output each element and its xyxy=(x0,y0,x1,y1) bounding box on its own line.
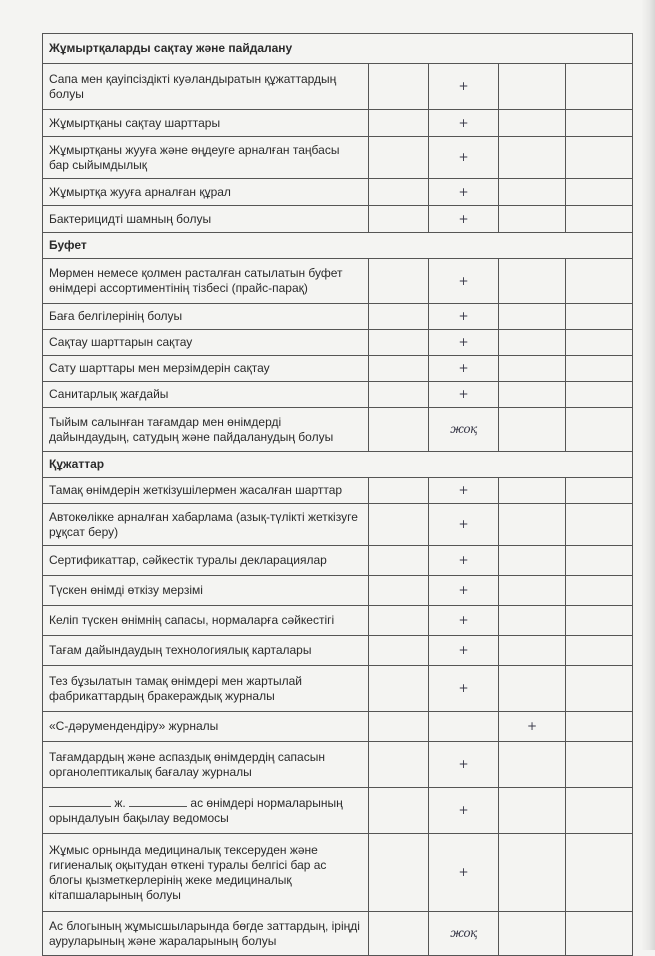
criterion-label: Мөрмен немесе қолмен расталған сатылатын буфет өнімдері ассортиментінің тізбесі (прайс-парақ) xyxy=(43,259,369,304)
section-row xyxy=(43,34,633,64)
mark-cell xyxy=(499,788,566,834)
criterion-label: Жұмыс орнында медициналық тексеруден және гигиеналық оқытудан өткені туралы белгісі бар ас блогы қызметкерлерінің жеке медициналық кітапшаларының болуы xyxy=(43,834,369,912)
mark-cell: + xyxy=(429,576,499,606)
criterion-label: Сапа мен қауіпсіздікті куәландыратын құжаттардың болуы xyxy=(43,64,369,110)
criterion-label: Автокөлікке арналған хабарлама (азық-түлікті жеткізуге рұқсат беру) xyxy=(43,504,369,546)
mark-cell xyxy=(369,504,429,546)
mark-cell xyxy=(369,666,429,712)
criterion-label: Бактерицидті шамның болуы xyxy=(43,206,369,233)
mark-cell xyxy=(566,636,633,666)
scan-edge-shadow xyxy=(641,0,655,950)
mark-cell xyxy=(499,304,566,330)
mark-cell xyxy=(499,606,566,636)
mark-cell: + xyxy=(429,742,499,788)
mark-cell xyxy=(499,259,566,304)
mark-cell xyxy=(499,382,566,408)
checklist-row xyxy=(43,408,633,452)
mark-cell xyxy=(566,712,633,742)
checklist-row xyxy=(43,504,633,546)
criterion-label: Келіп түскен өнімнің сапасы, нормаларға сәйкестігі xyxy=(43,606,369,636)
mark-cell xyxy=(566,179,633,206)
mark-cell: жоқ xyxy=(429,408,499,452)
mark-cell xyxy=(369,330,429,356)
mark-cell xyxy=(566,576,633,606)
mark-cell xyxy=(369,137,429,179)
mark-cell xyxy=(499,137,566,179)
mark-cell: + xyxy=(429,834,499,912)
mark-cell xyxy=(566,206,633,233)
mark-cell xyxy=(499,64,566,110)
section-row xyxy=(43,452,633,478)
criterion-label: Жұмыртқаны жууға және өңдеуге арналған таңбасы бар сыйымдылық xyxy=(43,137,369,179)
criterion-label xyxy=(43,788,369,834)
criterion-label: Сертификаттар, сәйкестік туралы декларациялар xyxy=(43,546,369,576)
mark-cell xyxy=(369,712,429,742)
checklist-row xyxy=(43,576,633,606)
section-title: Жұмыртқаларды сақтау және пайдалану xyxy=(43,34,633,64)
mark-cell xyxy=(499,666,566,712)
mark-cell xyxy=(566,110,633,137)
mark-cell xyxy=(499,179,566,206)
checklist-row xyxy=(43,636,633,666)
mark-cell xyxy=(369,636,429,666)
mark-cell xyxy=(369,834,429,912)
mark-cell xyxy=(499,912,566,956)
checklist-row xyxy=(43,259,633,304)
mark-cell xyxy=(499,408,566,452)
mark-cell: + xyxy=(429,304,499,330)
mark-cell: + xyxy=(429,546,499,576)
mark-cell xyxy=(499,636,566,666)
criterion-label: Жұмыртқаны сақтау шарттары xyxy=(43,110,369,137)
mark-cell: + xyxy=(429,606,499,636)
mark-cell xyxy=(499,546,566,576)
mark-cell: + xyxy=(429,636,499,666)
mark-cell xyxy=(566,606,633,636)
mark-cell xyxy=(566,788,633,834)
mark-cell xyxy=(369,259,429,304)
mark-cell xyxy=(369,606,429,636)
checklist-row xyxy=(43,742,633,788)
criterion-label: Жұмыртқа жууға арналған құрал xyxy=(43,179,369,206)
mark-cell xyxy=(369,408,429,452)
checklist-row xyxy=(43,712,633,742)
mark-cell xyxy=(566,137,633,179)
criterion-label: Түскен өнімді өткізу мерзімі xyxy=(43,576,369,606)
mark-cell xyxy=(369,179,429,206)
criterion-label: Сақтау шарттарын сақтау xyxy=(43,330,369,356)
mark-cell xyxy=(566,834,633,912)
criterion-label: «С-дәрумендендіру» журналы xyxy=(43,712,369,742)
criterion-label: Тез бұзылатын тамақ өнімдері мен жартылай фабрикаттардың бракераждық журналы xyxy=(43,666,369,712)
mark-cell xyxy=(566,304,633,330)
mark-cell xyxy=(499,478,566,504)
criterion-label: Тамақ өнімдерін жеткізушілермен жасалған шарттар xyxy=(43,478,369,504)
mark-cell xyxy=(499,576,566,606)
criterion-label: Баға белгілерінің болуы xyxy=(43,304,369,330)
mark-cell: + xyxy=(429,330,499,356)
criterion-label: Тыйым салынған тағамдар мен өнімдерді дайындаудың, сатудың және пайдаланудың болуы xyxy=(43,408,369,452)
mark-cell xyxy=(566,478,633,504)
checklist-row xyxy=(43,834,633,912)
checklist-row xyxy=(43,478,633,504)
blank-after-text: ас өнімдері нормаларының xyxy=(190,796,343,810)
checklist-row xyxy=(43,912,633,956)
mark-cell: + xyxy=(429,64,499,110)
mark-cell xyxy=(566,504,633,546)
checklist-row xyxy=(43,788,633,834)
inspection-checklist-table xyxy=(42,33,633,956)
criterion-label: Ас блогының жұмысшыларында бөгде заттардың, іріңді ауруларының және жараларының болуы xyxy=(43,912,369,956)
mark-cell xyxy=(499,742,566,788)
checklist-row xyxy=(43,382,633,408)
mark-cell xyxy=(369,64,429,110)
mark-cell xyxy=(566,259,633,304)
mark-cell xyxy=(499,504,566,546)
mark-cell xyxy=(499,834,566,912)
mark-cell: + xyxy=(429,478,499,504)
mark-cell xyxy=(499,206,566,233)
mark-cell: + xyxy=(429,206,499,233)
mark-cell: + xyxy=(429,259,499,304)
mark-cell xyxy=(429,712,499,742)
checklist-row xyxy=(43,546,633,576)
blank-line2-text: орындалуын бақылау ведомосы xyxy=(49,811,229,825)
criterion-label: Тағам дайындаудың технологиялық карталары xyxy=(43,636,369,666)
mark-cell xyxy=(369,356,429,382)
mark-cell xyxy=(566,742,633,788)
mark-cell xyxy=(566,912,633,956)
checklist-row xyxy=(43,64,633,110)
mark-cell xyxy=(369,742,429,788)
checklist-row xyxy=(43,206,633,233)
mark-cell xyxy=(566,666,633,712)
checklist-row xyxy=(43,330,633,356)
section-title: Құжаттар xyxy=(43,452,633,478)
mark-cell: + xyxy=(429,356,499,382)
mark-cell xyxy=(369,788,429,834)
checklist-row xyxy=(43,304,633,330)
mark-cell: + xyxy=(429,788,499,834)
checklist-row xyxy=(43,606,633,636)
fill-in-blank[interactable] xyxy=(129,795,187,807)
mark-cell xyxy=(566,64,633,110)
criterion-label: Сату шарттары мен мерзімдерін сақтау xyxy=(43,356,369,382)
checklist-row xyxy=(43,666,633,712)
mark-cell xyxy=(369,546,429,576)
blank-mid-text: ж. xyxy=(114,796,126,810)
mark-cell xyxy=(566,330,633,356)
mark-cell: + xyxy=(429,137,499,179)
mark-cell: + xyxy=(429,504,499,546)
mark-cell: + xyxy=(499,712,566,742)
mark-cell: + xyxy=(429,382,499,408)
mark-cell xyxy=(499,356,566,382)
mark-cell xyxy=(369,110,429,137)
mark-cell xyxy=(369,912,429,956)
mark-cell xyxy=(369,576,429,606)
mark-cell xyxy=(369,478,429,504)
checklist-row xyxy=(43,110,633,137)
mark-cell: жоқ xyxy=(429,912,499,956)
mark-cell xyxy=(369,382,429,408)
mark-cell: + xyxy=(429,179,499,206)
section-title: Буфет xyxy=(43,233,633,259)
checklist-row xyxy=(43,356,633,382)
mark-cell: + xyxy=(429,110,499,137)
criterion-label: Тағамдардың және аспаздық өнімдердің сапасын органолептикалық бағалау журналы xyxy=(43,742,369,788)
section-row xyxy=(43,233,633,259)
mark-cell xyxy=(499,110,566,137)
mark-cell xyxy=(369,206,429,233)
mark-cell xyxy=(566,382,633,408)
mark-cell xyxy=(369,304,429,330)
mark-cell xyxy=(566,546,633,576)
criterion-label: Санитарлық жағдайы xyxy=(43,382,369,408)
mark-cell xyxy=(566,408,633,452)
mark-cell: + xyxy=(429,666,499,712)
checklist-row xyxy=(43,179,633,206)
fill-in-blank[interactable] xyxy=(49,795,111,807)
checklist-row xyxy=(43,137,633,179)
mark-cell xyxy=(499,330,566,356)
mark-cell xyxy=(566,356,633,382)
